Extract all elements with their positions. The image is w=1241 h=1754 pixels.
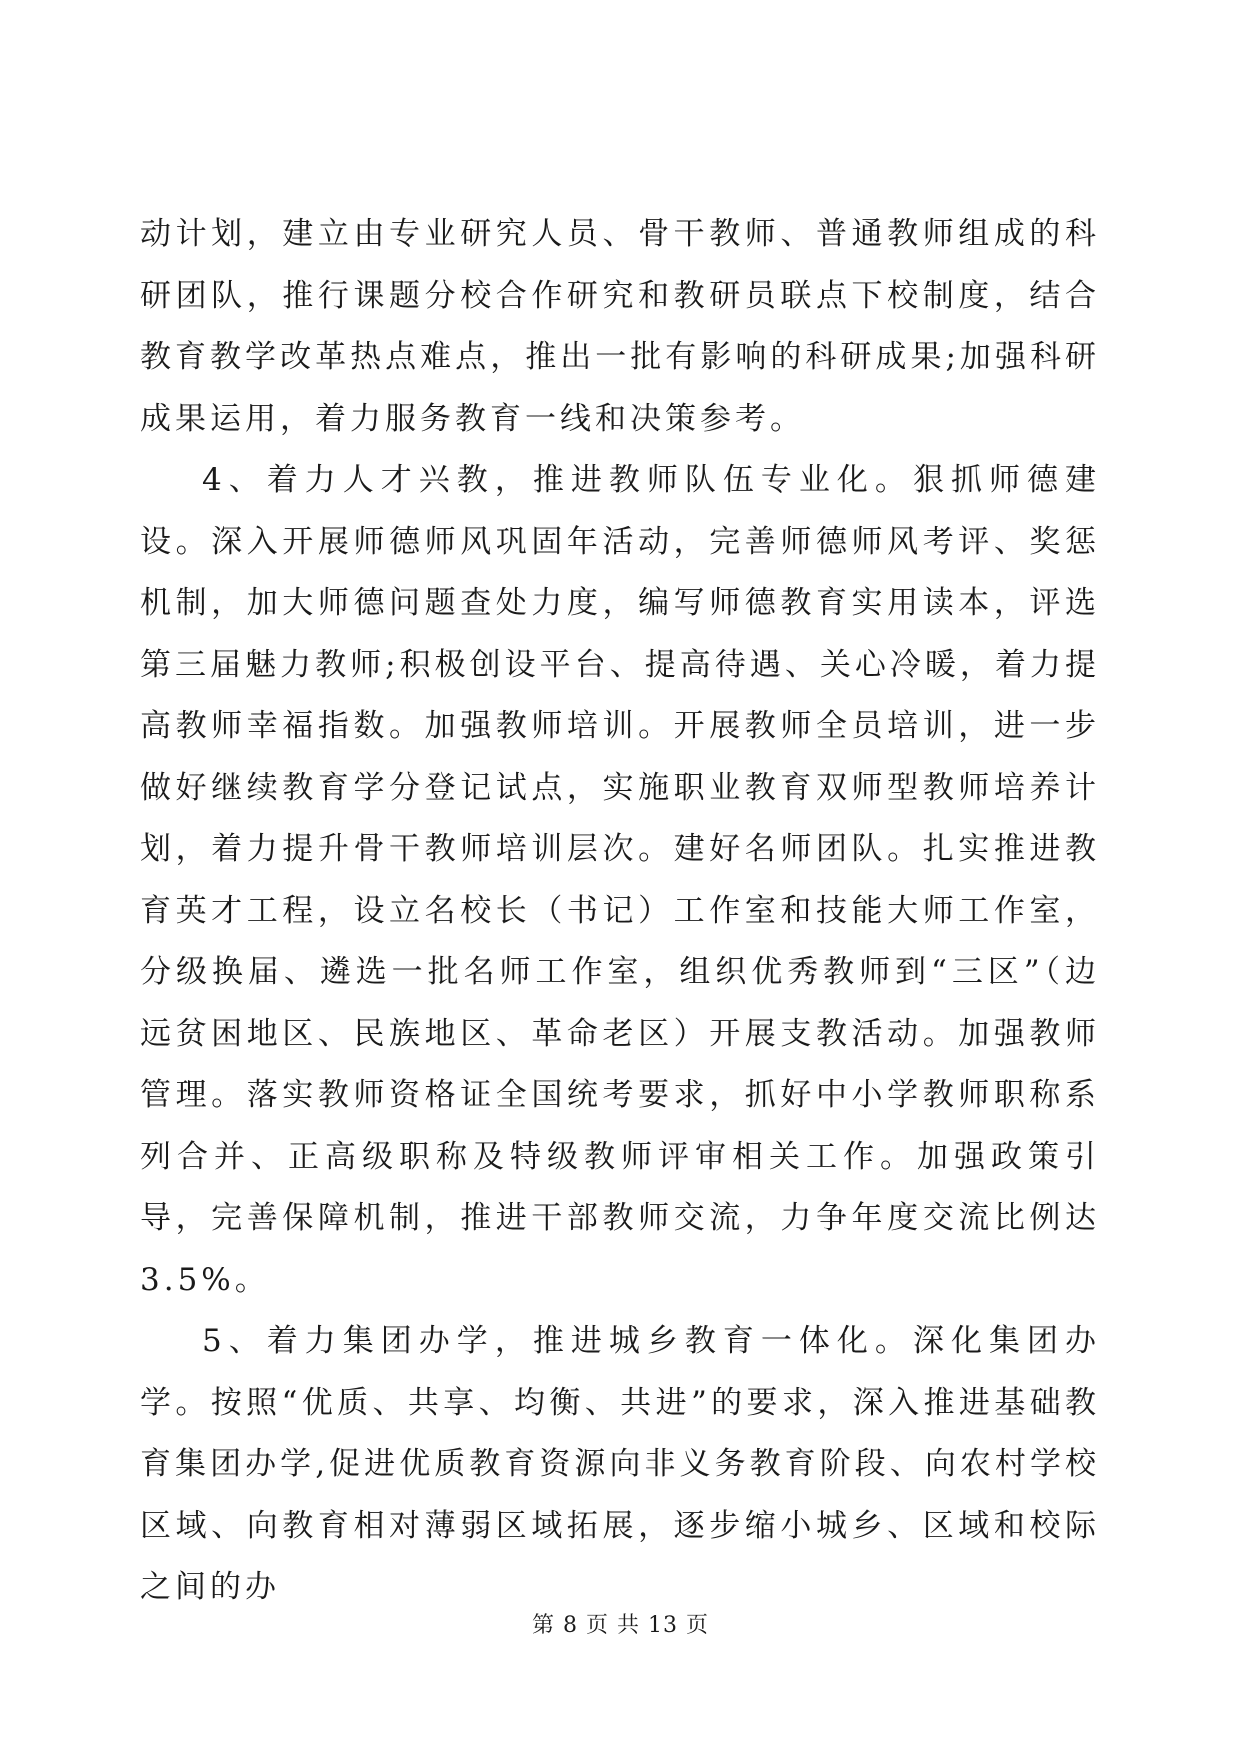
paragraph-group-schooling: 5、着力集团办学，推进城乡教育一体化。深化集团办学。按照“优质、共享、均衡、共进”的要求，深入推进基础教育集团办学,促进优质教育资源向非义务教育阶段、向农村学校区域、向教育相对薄弱区域拓展，逐步缩小城乡、区域和校际之间的办: [140, 1323, 1100, 1605]
paragraph-teacher-team: 4、着力人才兴教，推进教师队伍专业化。狠抓师德建设。深入开展师德师风巩固年活动，完善师德师风考评、奖惩机制，加大师德问题查处力度，编写师德教育实用读本，评选第三届魅力教师;积极创设平台、提高待遇、关心冷暖，着力提高教师幸福指数。加强教师培训。开展教师全员培训，进一步做好继续教育学分登记试点，实施职业教育双师型教师培养计划，着力提升骨干教师培训层次。建好名师团队。扎实推进教育英才工程，设立名校长（书记）工作室和技能大师工作室，分级换届、遴选一批名师工作室，组织优秀教师到“三区”（边远贫困地区、民族地区、革命老区）开展支教活动。加强教师管理。落实教师资格证全国统考要求，抓好中小学教师职称系列合并、正高级职称及特级教师评审相关工作。加强政策引导，完善保障机制，推进干部教师交流，力争年度交流比例达 3.5%。: [140, 462, 1100, 1298]
body-text: [140, 204, 1100, 1619]
page-footer: 第 8 页 共 13 页: [532, 1613, 709, 1638]
paragraph-research-continuation: 动计划，建立由专业研究人员、骨干教师、普通教师组成的科研团队，推行课题分校合作研究和教研员联点下校制度，结合教育教学改革热点难点，推出一批有影响的科研成果;加强科研成果运用，着力服务教育一线和决策参考。: [140, 216, 1100, 437]
